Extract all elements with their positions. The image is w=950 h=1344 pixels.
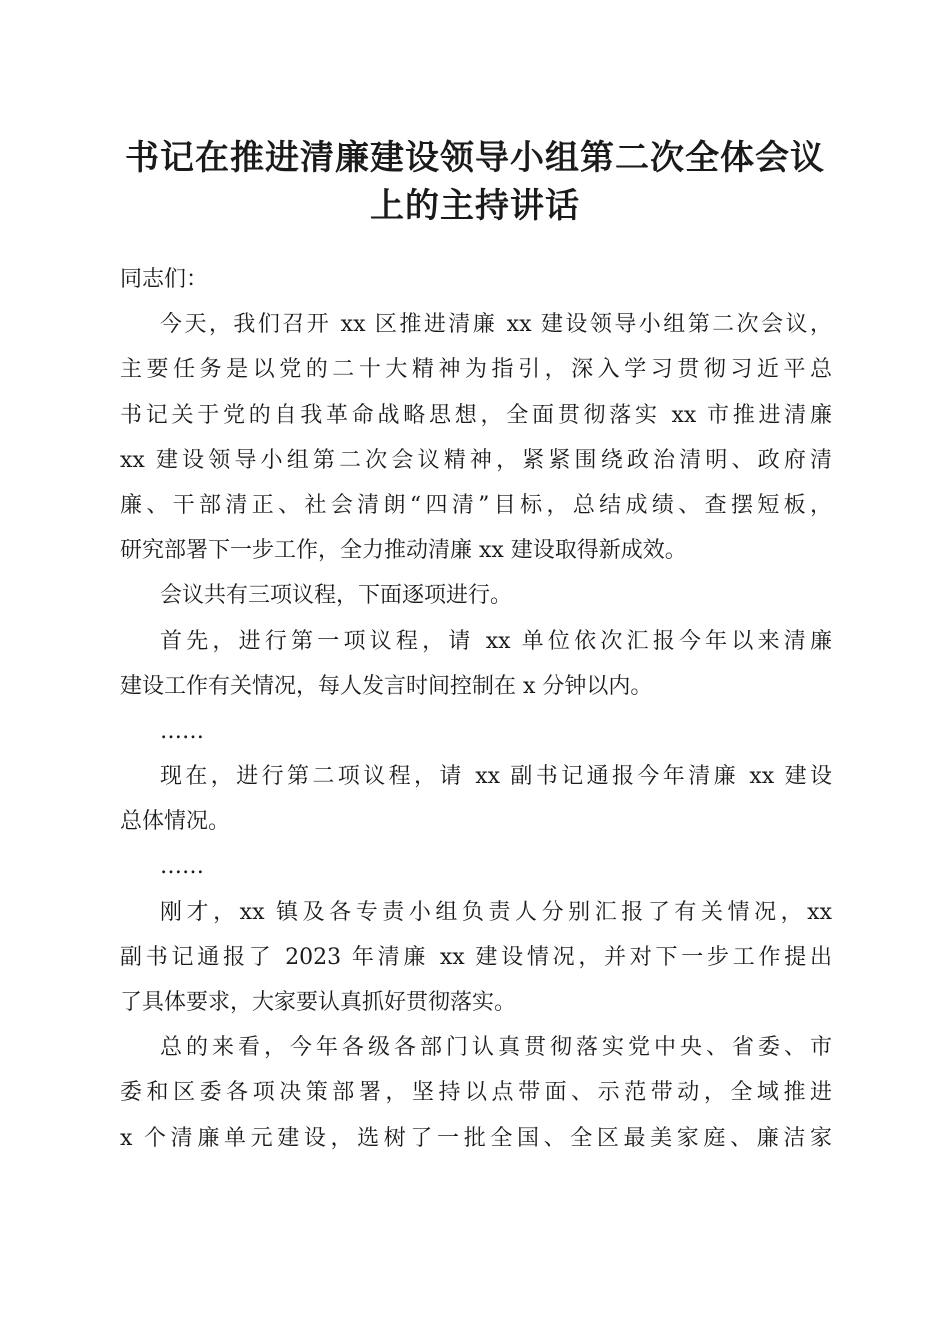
paragraph-3-line-1: 首先，进行第一项议程，请 xx 单位依次汇报今年以来清廉 (160, 628, 832, 654)
paragraph-1-line-1: 今天，我们召开 xx 区推进清廉 xx 建设领导小组第二次会议， (160, 312, 832, 338)
paragraph-1-line-3: 书记关于党的自我革命战略思想，全面贯彻落实 xx 市推进清廉 (120, 402, 832, 428)
paragraph-1-line-6: 研究部署下一步工作，全力推动清廉 xx 建设取得新成效。 (120, 538, 687, 564)
greeting: 同志们： (120, 267, 209, 292)
ellipsis-1: …… (160, 718, 204, 744)
paragraph-6-line-2: 委和区委各项决策部署，坚持以点带面、示范带动，全域推进 (120, 1080, 832, 1106)
document-body (120, 257, 832, 1161)
paragraph-4-line-1: 现在，进行第二项议程，请 xx 副书记通报今年清廉 xx 建设 (160, 764, 832, 790)
paragraph-5-line-1: 刚才，xx 镇及各专责小组负责人分别汇报了有关情况，xx (160, 899, 832, 925)
paragraph-4-line-2: 总体情况。 (120, 809, 231, 835)
paragraph-5-line-3: 了具体要求，大家要认真抓好贯彻落实。 (120, 990, 517, 1015)
paragraph-1-line-5: 廉、干部清正、社会清朗“四清”目标，总结成绩、查摆短板， (120, 492, 832, 518)
paragraph-5-line-2: 副书记通报了 2023 年清廉 xx 建设情况，并对下一步工作提出 (120, 944, 832, 970)
paragraph-6-line-1: 总的来看，今年各级各部门认真贯彻落实党中央、省委、市 (160, 1035, 832, 1061)
paragraph-1-line-2: 主要任务是以党的二十大精神为指引，深入学习贯彻习近平总 (120, 357, 832, 383)
document-title (110, 134, 840, 230)
paragraph-3-line-2: 建设工作有关情况，每人发言时间控制在 x 分钟以内。 (120, 673, 653, 699)
ellipsis-2: …… (160, 854, 204, 880)
title-line-2: 上的主持讲话 (370, 186, 580, 226)
title-line-1: 书记在推进清廉建设领导小组第二次全体会议 (125, 138, 825, 178)
paragraph-6-line-3: x 个清廉单元建设，选树了一批全国、全区最美家庭、廉洁家 (120, 1125, 832, 1151)
paragraph-1-line-4: xx 建设领导小组第二次会议精神，紧紧围绕政治清明、政府清 (120, 447, 832, 473)
paragraph-2-line-1: 会议共有三项议程，下面逐项进行。 (160, 583, 513, 609)
